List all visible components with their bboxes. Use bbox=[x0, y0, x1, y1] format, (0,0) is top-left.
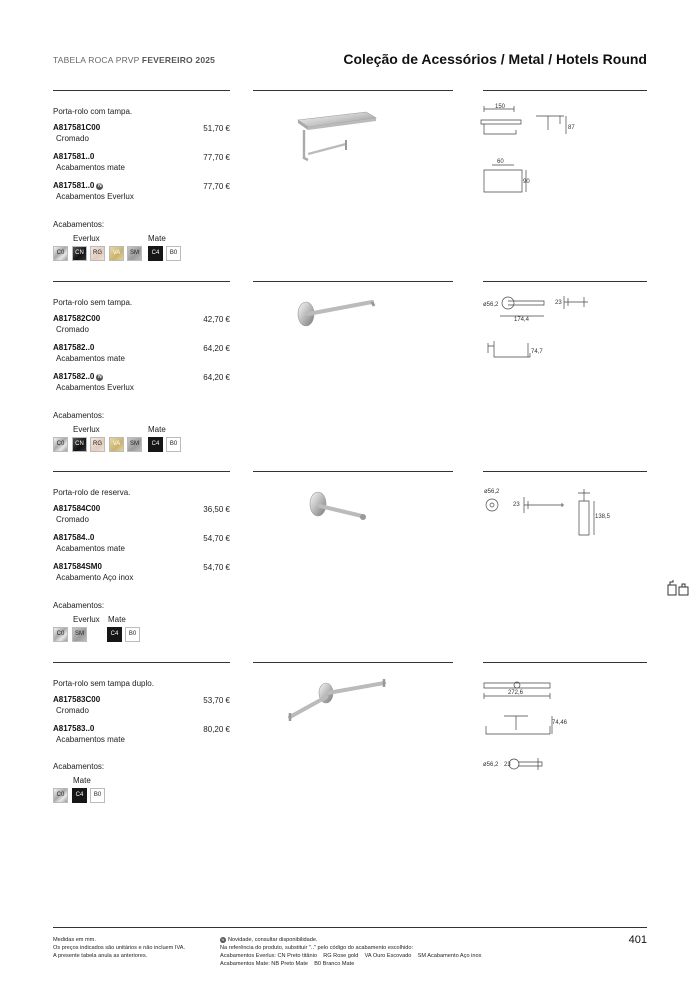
page-title: Coleção de Acessórios / Metal / Hotels Round bbox=[343, 51, 647, 67]
finish-group-mate: Mate bbox=[108, 615, 126, 624]
product-image-toilet-roll-holder bbox=[290, 296, 390, 366]
dimension-drawing bbox=[478, 291, 608, 431]
product-row bbox=[53, 343, 230, 369]
page-number: 401 bbox=[628, 934, 647, 946]
swatch-c4: C4 bbox=[148, 246, 163, 261]
footer-note: A presente tabela anula as anteriores. bbox=[53, 953, 148, 959]
section-title: Porta-rolo sem tampa. bbox=[53, 298, 133, 307]
finishes-label: Acabamentos: bbox=[53, 601, 105, 610]
footer-note: Acabamentos Mate: NB Preto Mate B0 Branco Mate bbox=[220, 961, 355, 967]
product-code: A817581..0 N bbox=[53, 181, 102, 190]
dim-depth: 23 bbox=[513, 502, 520, 508]
product-finish: Cromado bbox=[56, 706, 89, 715]
section-title: Porta-rolo sem tampa duplo. bbox=[53, 679, 154, 688]
product-code: A817581..0 bbox=[53, 152, 95, 161]
product-finish: Cromado bbox=[56, 325, 89, 334]
product-code: A817581C00 bbox=[53, 123, 101, 132]
swatch-rg: RG bbox=[90, 437, 105, 452]
product-finish: Acabamentos mate bbox=[56, 735, 125, 744]
finish-group-mate: Mate bbox=[73, 776, 91, 785]
product-row bbox=[53, 724, 230, 750]
header-left bbox=[53, 55, 215, 65]
swatch-sm: SM bbox=[127, 246, 142, 261]
footer-new-note: N Novidade, consultar disponibilidade. bbox=[221, 937, 318, 943]
product-code: A817584..0 bbox=[53, 533, 95, 542]
swatch-rg: RG bbox=[90, 246, 105, 261]
product-price: 54,70 € bbox=[203, 563, 230, 572]
swatch-b0: B0 bbox=[166, 437, 181, 452]
product-price: 51,70 € bbox=[203, 124, 230, 133]
dim-diameter: ø56,2 bbox=[484, 489, 500, 495]
bathroom-accessories-icon bbox=[667, 578, 689, 596]
dimension-drawing bbox=[478, 481, 611, 621]
dim-diameter: ø56,2 bbox=[483, 762, 499, 768]
dimension-drawing bbox=[478, 100, 608, 240]
product-price: 53,70 € bbox=[203, 696, 230, 705]
divider bbox=[253, 281, 453, 282]
divider bbox=[483, 281, 647, 282]
dim-height: 90 bbox=[523, 179, 530, 185]
product-finish: Cromado bbox=[56, 134, 89, 143]
product-image-spare-roll-holder bbox=[290, 486, 390, 556]
product-finish: Acabamentos Everlux bbox=[56, 192, 134, 201]
product-row bbox=[53, 181, 230, 207]
divider bbox=[483, 471, 647, 472]
swatch-b0: B0 bbox=[166, 246, 181, 261]
swatch-c0: C0 bbox=[53, 788, 68, 803]
product-price: 54,70 € bbox=[203, 534, 230, 543]
swatch-cn: CN bbox=[72, 437, 87, 452]
finish-group-everlux: Everlux bbox=[73, 425, 100, 434]
dim-depth: 23 bbox=[504, 762, 511, 768]
finish-group-mate: Mate bbox=[148, 234, 166, 243]
header-date: FEVEREIRO 2025 bbox=[141, 55, 216, 65]
product-price: 64,20 € bbox=[203, 373, 230, 382]
divider bbox=[253, 90, 453, 91]
product-finish: Cromado bbox=[56, 515, 89, 524]
footer-divider bbox=[53, 927, 647, 928]
divider bbox=[483, 662, 647, 663]
product-finish: Acabamentos mate bbox=[56, 544, 125, 553]
new-badge-icon: N bbox=[98, 374, 102, 380]
dim-height: 74,46 bbox=[552, 720, 568, 726]
product-code: A817583C00 bbox=[53, 695, 101, 704]
dim-width: 272,6 bbox=[508, 690, 524, 696]
dim-depth: 23 bbox=[555, 300, 562, 306]
swatch-sm: SM bbox=[127, 437, 142, 452]
footer-note: Medidas em mm. bbox=[53, 937, 96, 943]
divider bbox=[53, 662, 230, 663]
divider bbox=[53, 281, 230, 282]
dim-width: 174,4 bbox=[514, 317, 530, 323]
swatch-va: VA bbox=[109, 246, 124, 261]
product-price: 77,70 € bbox=[203, 182, 230, 191]
divider bbox=[53, 90, 230, 91]
dim-width: 150 bbox=[495, 104, 506, 110]
new-badge-icon: N bbox=[221, 937, 225, 942]
swatch-cn: CN bbox=[72, 246, 87, 261]
product-price: 80,20 € bbox=[203, 725, 230, 734]
product-finish: Acabamentos mate bbox=[56, 354, 125, 363]
swatch-c0: C0 bbox=[53, 437, 68, 452]
header-prefix: TABELA ROCA PRVP bbox=[53, 55, 140, 65]
dim-height: 74,7 bbox=[531, 349, 543, 355]
footer-note: Acabamentos Everlux: CN Preto titânio RG Rose gold VA Ouro Escovado SM Acabamento Aço inox bbox=[220, 953, 482, 959]
swatch-b0: B0 bbox=[125, 627, 140, 642]
dimension-drawing bbox=[478, 672, 608, 812]
swatch-sm: SM bbox=[72, 627, 87, 642]
product-price: 36,50 € bbox=[203, 505, 230, 514]
section-porta-rolo-sem-tampa bbox=[0, 281, 700, 471]
product-row bbox=[53, 504, 230, 530]
new-badge-icon: N bbox=[98, 183, 102, 189]
swatch-b0: B0 bbox=[90, 788, 105, 803]
product-row bbox=[53, 123, 230, 149]
section-porta-rolo-com-tampa bbox=[0, 90, 700, 280]
product-price: 42,70 € bbox=[203, 315, 230, 324]
product-code: A817584C00 bbox=[53, 504, 101, 513]
product-code: A817582..0 N bbox=[53, 372, 102, 381]
section-porta-rolo-de-reserva bbox=[0, 471, 700, 661]
product-code: A817584SM0 bbox=[53, 562, 102, 571]
product-code: A817582..0 bbox=[53, 343, 95, 352]
product-row bbox=[53, 695, 230, 721]
finish-group-everlux: Everlux bbox=[73, 615, 100, 624]
section-porta-rolo-sem-tampa-duplo bbox=[0, 662, 700, 852]
finishes-label: Acabamentos: bbox=[53, 411, 105, 420]
footer-note: Os preços indicados são unitários e não incluem IVA. bbox=[53, 945, 186, 951]
swatch-c4: C4 bbox=[148, 437, 163, 452]
divider bbox=[253, 662, 453, 663]
product-row bbox=[53, 152, 230, 178]
divider bbox=[483, 90, 647, 91]
product-image-toilet-roll-holder-with-cover bbox=[290, 110, 390, 180]
footer-notes bbox=[53, 936, 185, 960]
finish-group-everlux: Everlux bbox=[73, 234, 100, 243]
swatch-va: VA bbox=[109, 437, 124, 452]
product-code: A817582C00 bbox=[53, 314, 101, 323]
product-row bbox=[53, 314, 230, 340]
divider bbox=[253, 471, 453, 472]
product-code: A817583..0 bbox=[53, 724, 95, 733]
dim-diameter: ø56,2 bbox=[483, 302, 499, 308]
section-title: Porta-rolo com tampa. bbox=[53, 107, 133, 116]
finishes-label: Acabamentos: bbox=[53, 220, 105, 229]
dim-height: 138,5 bbox=[595, 514, 611, 520]
product-finish: Acabamento Aço inox bbox=[56, 573, 134, 582]
product-row bbox=[53, 372, 230, 398]
product-price: 77,70 € bbox=[203, 153, 230, 162]
swatch-c0: C0 bbox=[53, 627, 68, 642]
product-row bbox=[53, 533, 230, 559]
product-row bbox=[53, 562, 230, 588]
divider bbox=[53, 471, 230, 472]
dim-depth: 87 bbox=[568, 125, 575, 131]
product-finish: Acabamentos mate bbox=[56, 163, 125, 172]
product-price: 64,20 € bbox=[203, 344, 230, 353]
footer-legend bbox=[220, 936, 481, 968]
section-title: Porta-rolo de reserva. bbox=[53, 488, 131, 497]
product-finish: Acabamentos Everlux bbox=[56, 383, 134, 392]
swatch-c4: C4 bbox=[72, 788, 87, 803]
swatch-c4: C4 bbox=[107, 627, 122, 642]
swatch-c0: C0 bbox=[53, 246, 68, 261]
finishes-label: Acabamentos: bbox=[53, 762, 105, 771]
finish-group-mate: Mate bbox=[148, 425, 166, 434]
footer-note: Na referência do produto, substituir ".." pelo código do acabamento escolhido: bbox=[220, 945, 414, 951]
product-image-double-roll-holder bbox=[290, 677, 390, 747]
dim-cover: 60 bbox=[497, 159, 504, 165]
